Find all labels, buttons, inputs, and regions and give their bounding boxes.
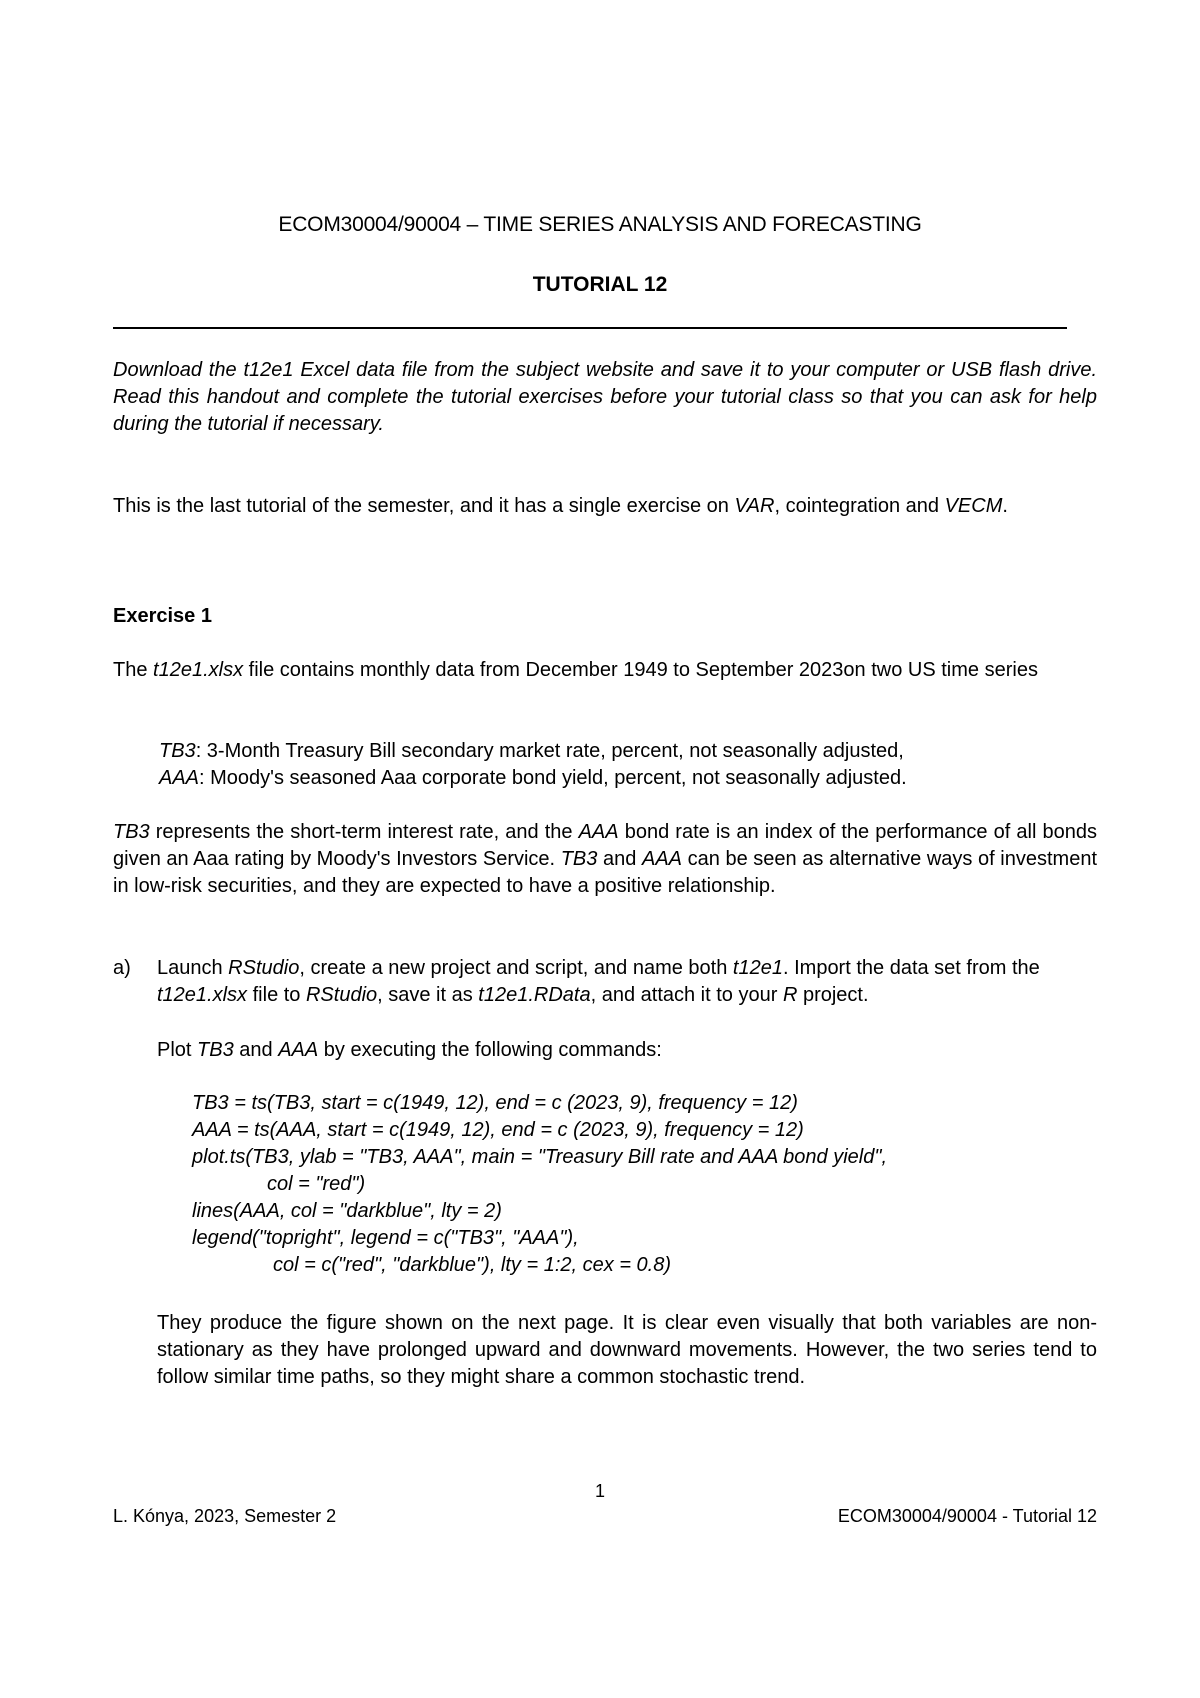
variable-name: AAA bbox=[278, 1039, 319, 1061]
footer-author: L. Kónya, 2023, Semester 2 bbox=[113, 1506, 337, 1526]
text-span: , save it as bbox=[377, 984, 479, 1006]
term-vecm: VECM bbox=[944, 495, 1003, 517]
data-description bbox=[113, 657, 1097, 684]
text-span: , cointegration and bbox=[774, 495, 945, 517]
footer-course: ECOM30004/90004 - Tutorial 12 bbox=[837, 1506, 1097, 1526]
item-a-text bbox=[157, 955, 1097, 1009]
title-divider bbox=[113, 327, 1067, 329]
definition-text: : Moody's seasoned Aaa corporate bond yield, percent, not seasonally adjusted. bbox=[199, 767, 907, 789]
intro-instructions: Download the t12e1 Excel data file from the subject website and save it to your computer or USB flash drive. Read this handout and complete the tutorial exercises before your tutorial class so that you can ask for help during the tutorial if necessary. bbox=[113, 359, 1097, 435]
code-line: col = "red") bbox=[267, 1173, 366, 1195]
text-span: and bbox=[233, 1039, 279, 1061]
software-name: R bbox=[782, 984, 798, 1006]
tutorial-number: TUTORIAL 12 bbox=[532, 273, 668, 296]
text-span: can be seen as alternative ways of investment in low-risk securities, and they are expected to have a positive relationship. bbox=[113, 848, 1098, 897]
code-line: legend("topright", legend = c("TB3", "AAA"), bbox=[192, 1227, 579, 1249]
software-name: RStudio bbox=[305, 984, 378, 1006]
code-line: col = c("red", "darkblue"), lty = 1:2, cex = 0.8) bbox=[273, 1254, 672, 1276]
intro-paragraph bbox=[113, 493, 1097, 520]
text-span: project. bbox=[797, 984, 869, 1006]
definition-tb3 bbox=[159, 738, 1079, 765]
text-span: file contains monthly data from December 1949 to September 2023on two US time series bbox=[243, 659, 1038, 681]
text-span: . bbox=[1002, 495, 1008, 517]
document-title: ECOM30004/90004 – TIME SERIES ANALYSIS AND FORECASTING bbox=[278, 213, 922, 236]
variable-name: TB3 bbox=[159, 740, 196, 762]
file-name: t12e1.RData bbox=[478, 984, 591, 1006]
code-line: AAA = ts(AAA, start = c(1949, 12), end = c (2023, 9), frequency = 12) bbox=[192, 1119, 804, 1141]
text-span: Launch bbox=[157, 957, 229, 979]
file-name: t12e1.xlsx bbox=[153, 659, 244, 681]
project-name: t12e1 bbox=[732, 957, 783, 979]
r-code-block bbox=[192, 1090, 1072, 1279]
definition-aaa bbox=[159, 765, 1079, 792]
text-span: Plot bbox=[157, 1039, 198, 1061]
text-span: by executing the following commands: bbox=[318, 1039, 662, 1061]
variable-name: TB3 bbox=[560, 848, 598, 870]
code-line: TB3 = ts(TB3, start = c(1949, 12), end = c (2023, 9), frequency = 12) bbox=[192, 1092, 798, 1114]
code-line: plot.ts(TB3, ylab = "TB3, AAA", main = "Treasury Bill rate and AAA bond yield", bbox=[192, 1146, 887, 1168]
variable-name: AAA bbox=[159, 767, 200, 789]
text-span: represents the short-term interest rate, and the bbox=[149, 821, 579, 843]
term-var: VAR bbox=[734, 495, 775, 517]
variable-definitions bbox=[159, 738, 1079, 792]
text-span: , and attach it to your bbox=[590, 984, 783, 1006]
variable-name: AAA bbox=[641, 848, 683, 870]
variable-name: TB3 bbox=[113, 821, 150, 843]
text-span: bond rate is an index of the performance of all bonds given an Aaa rating by Moody's Investors Service. bbox=[113, 821, 1097, 870]
text-span: The bbox=[113, 659, 154, 681]
figure-description: They produce the figure shown on the next page. It is clear even visually that both variables are non-stationary as they have prolonged upward and downward movements. However, the two series tend to follow similar time paths, so they might share a common stochastic trend. bbox=[157, 1312, 1097, 1388]
text-span: , create a new project and script, and name both bbox=[299, 957, 733, 979]
variable-name: AAA bbox=[578, 821, 619, 843]
text-span: . Import the data set from the bbox=[782, 957, 1040, 979]
text-span: and bbox=[597, 848, 642, 870]
page-number: 1 bbox=[594, 1481, 605, 1501]
text-span: This is the last tutorial of the semester, and it has a single exercise on bbox=[113, 495, 735, 517]
item-a-label: a) bbox=[113, 957, 131, 979]
file-name: t12e1.xlsx bbox=[157, 984, 248, 1006]
exercise-heading: Exercise 1 bbox=[113, 605, 212, 627]
relationship-paragraph bbox=[113, 819, 1097, 900]
text-span: file to bbox=[247, 984, 306, 1006]
definition-text: : 3-Month Treasury Bill secondary market rate, percent, not seasonally adjusted, bbox=[195, 740, 904, 762]
variable-name: TB3 bbox=[197, 1039, 234, 1061]
plot-instruction bbox=[157, 1037, 662, 1064]
software-name: RStudio bbox=[228, 957, 300, 979]
code-line: lines(AAA, col = "darkblue", lty = 2) bbox=[192, 1200, 502, 1222]
